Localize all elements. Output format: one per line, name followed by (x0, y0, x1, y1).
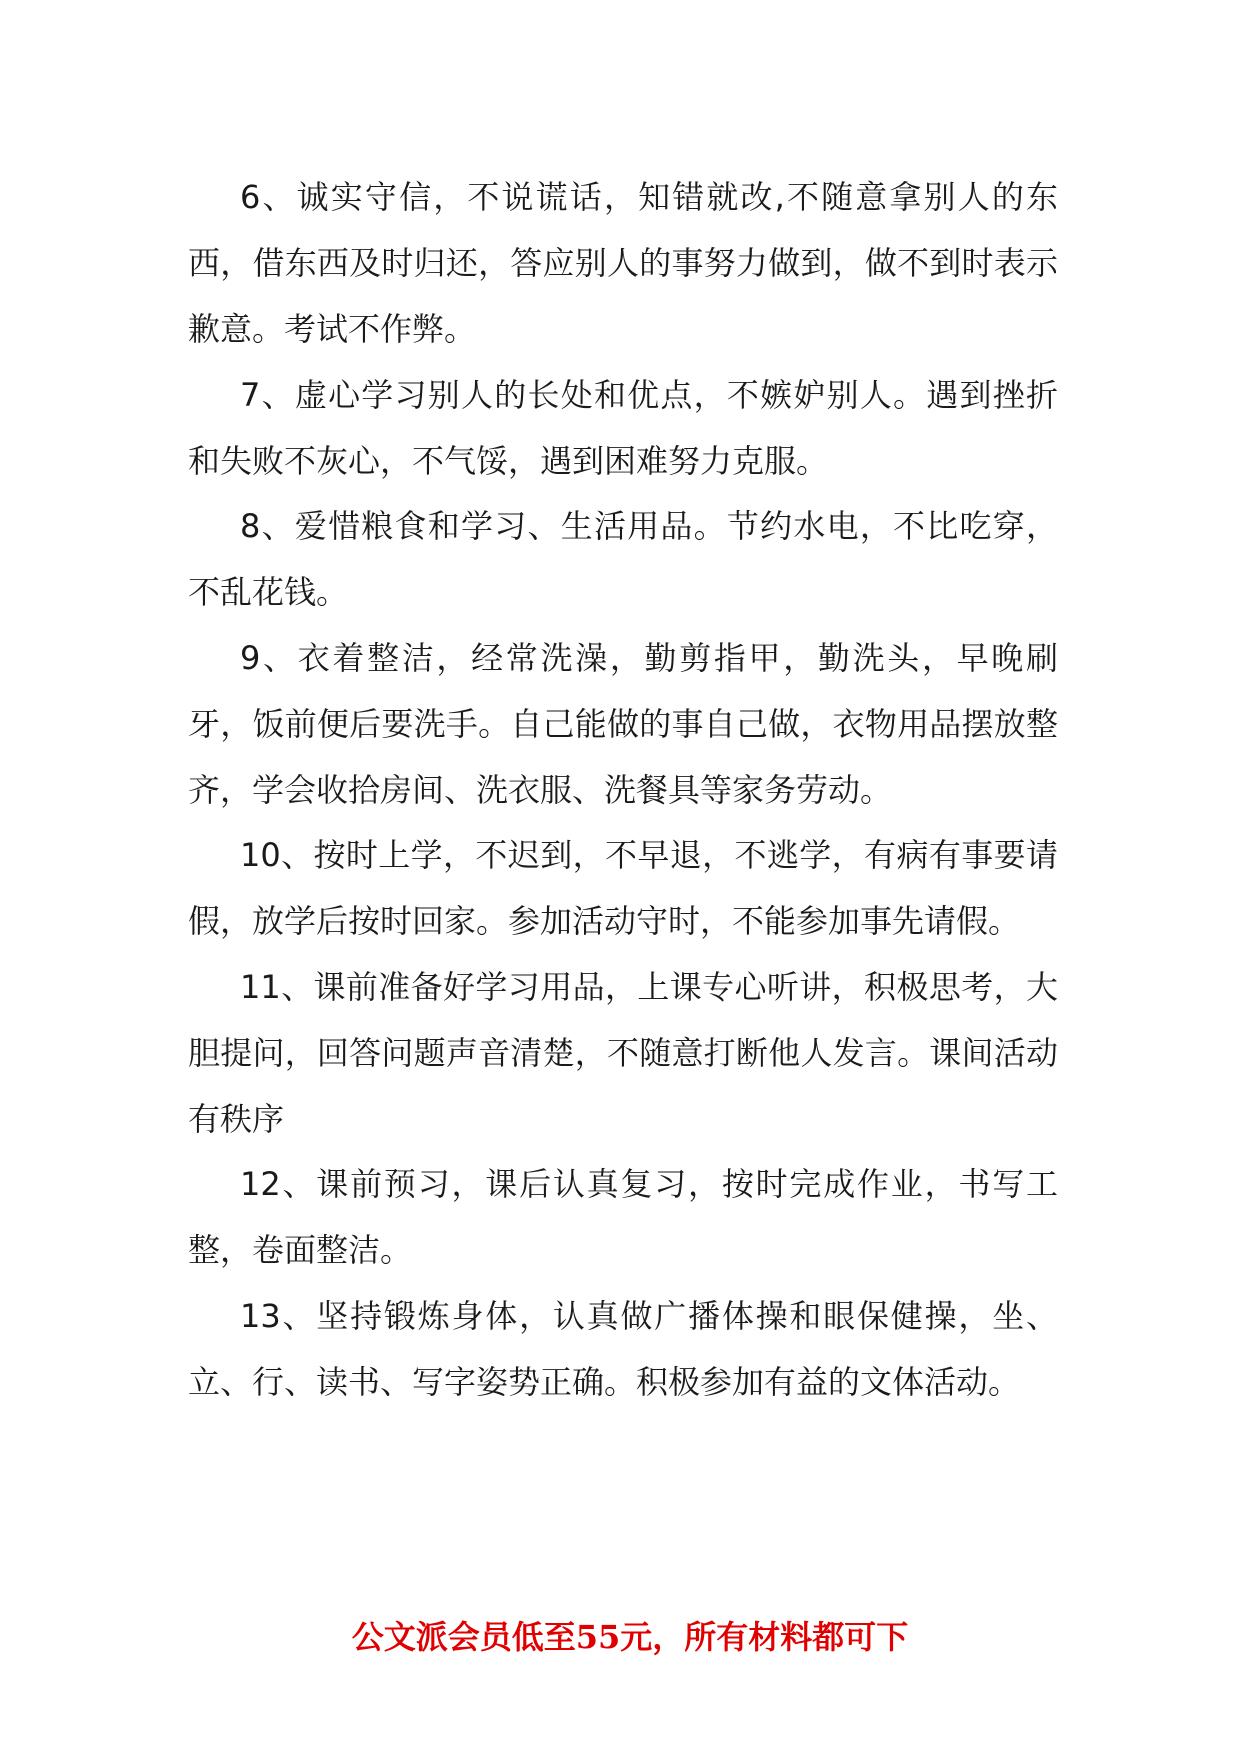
paragraph-rule-11: 11、课前准备好学习用品，上课专心听讲，积极思考，大胆提问，回答问题声音清楚，不随意打断他人发言。课间活动有秩序 (188, 967, 1058, 1138)
document-body (188, 164, 1058, 1414)
paragraph-rule-6: 6、诚实守信，不说谎话，知错就改,不随意拿别人的东西，借东西及时归还，答应别人的事努力做到，做不到时表示歉意。考试不作弊。 (188, 178, 1058, 348)
paragraph-rule-8: 8、爱惜粮食和学习、生活用品。节约水电，不比吃穿，不乱花钱。 (188, 507, 1058, 611)
promo-footer-text: 公文派会员低至55元，所有材料都可下 (351, 1618, 909, 1656)
paragraph-rule-10: 10、按时上学，不迟到，不早退，不逃学，有病有事要请假，放学后按时回家。参加活动守时，不能参加事先请假。 (188, 836, 1058, 940)
paragraph-rule-12: 12、课前预习，课后认真复习，按时完成作业，书写工整，卷面整洁。 (188, 1165, 1058, 1269)
paragraph-rule-7: 7、虚心学习别人的长处和优点，不嫉妒别人。遇到挫折和失败不灰心，不气馁，遇到困难努力克服。 (188, 375, 1058, 480)
paragraph-rule-13: 13、坚持锻炼身体，认真做广播体操和眼保健操，坐、立、行、读书、写字姿势正确。积极参加有益的文体活动。 (188, 1296, 1058, 1401)
paragraph-rule-9: 9、衣着整洁，经常洗澡，勤剪指甲，勤洗头，早晚刷牙，饭前便后要洗手。自己能做的事自己做，衣物用品摆放整齐，学会收拾房间、洗衣服、洗餐具等家务劳动。 (188, 638, 1058, 809)
